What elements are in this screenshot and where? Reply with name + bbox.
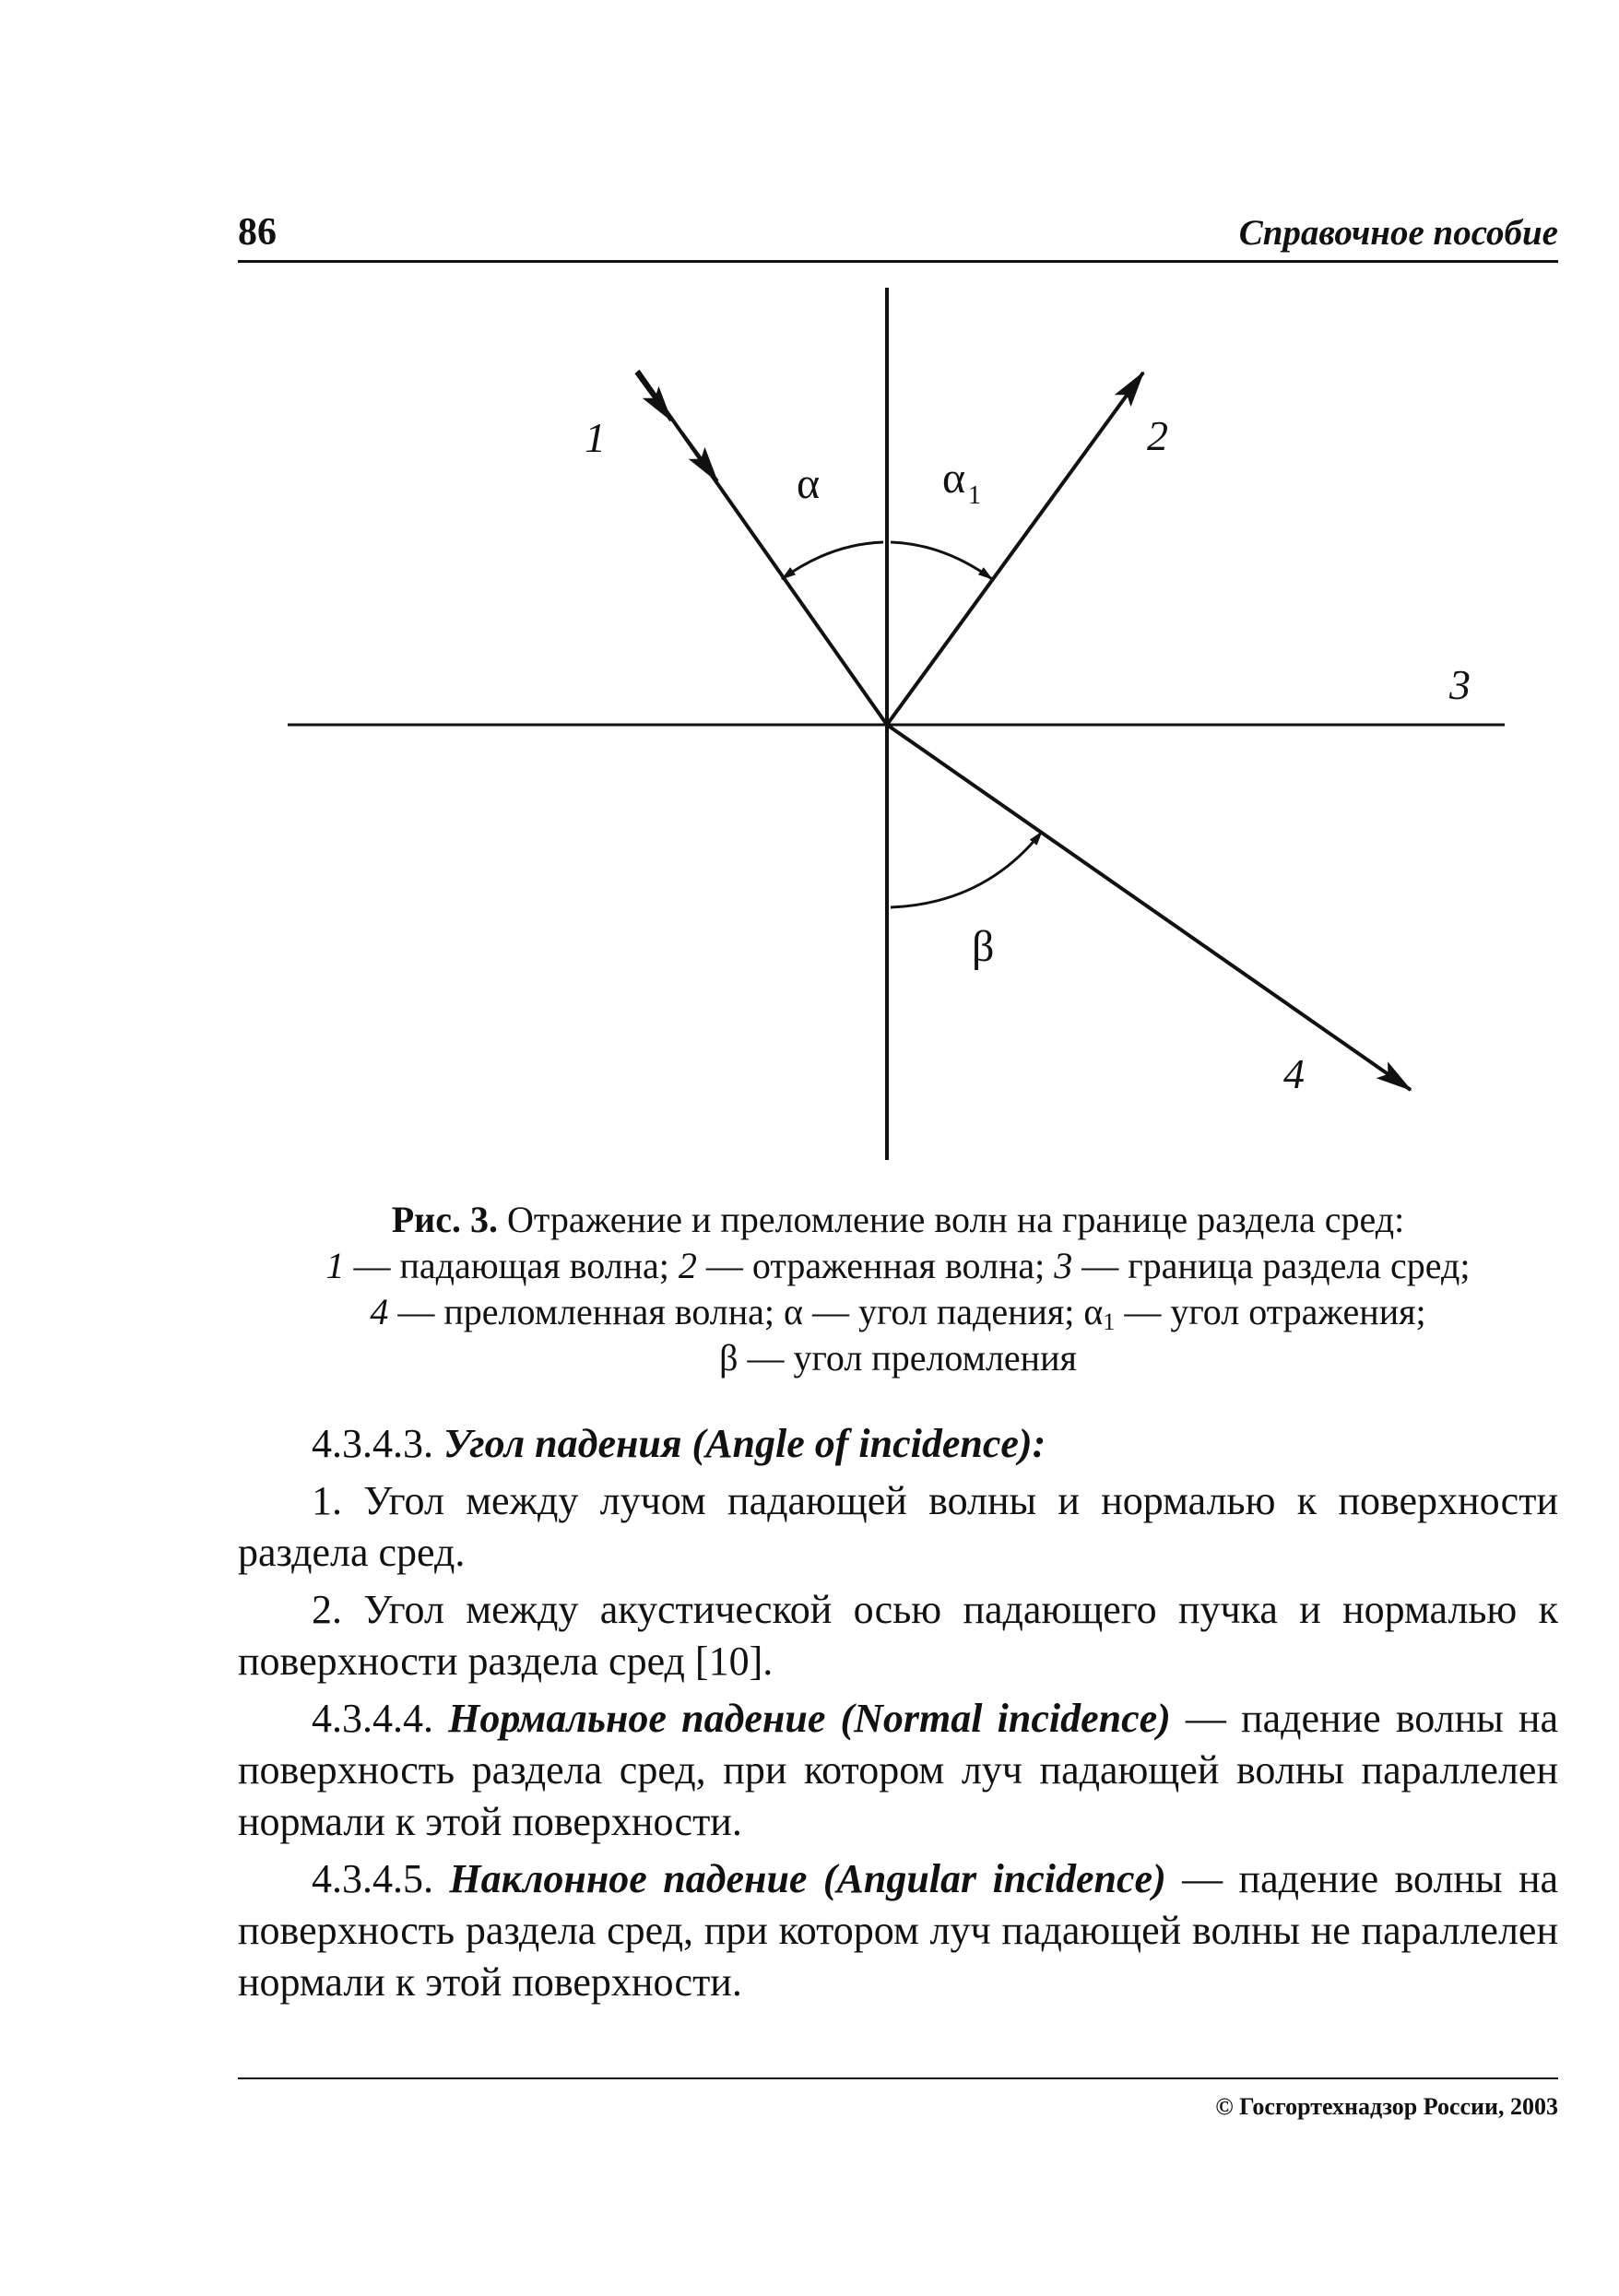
caption-n4: 4 xyxy=(370,1291,389,1332)
body-text xyxy=(238,1418,1558,2014)
section-term: Наклонное падение (Angular incidence) xyxy=(449,1856,1166,1901)
footer-rule xyxy=(238,2077,1558,2079)
refracted-ray xyxy=(887,725,1411,1090)
alpha-arc xyxy=(782,542,883,579)
label-refracted: 4 xyxy=(1283,1050,1305,1097)
section-term: Нормальное падение (Normal incidence) xyxy=(448,1696,1171,1741)
caption-prefix: Рис. 3. xyxy=(391,1199,498,1240)
section-number: 4.3.4.3. xyxy=(312,1421,443,1466)
section-4-3-4-3-item-1: 1. Угол между лучом падающей волны и нормалью к поверхности раздела сред. xyxy=(238,1478,1558,1575)
label-boundary: 3 xyxy=(1449,661,1471,708)
section-4-3-4-4 xyxy=(238,1693,1558,1848)
caption-line-3 xyxy=(238,1289,1558,1335)
section-text: — падение волны на поверхность раздела сред, при котором луч падающей волны не параллелен нормали к этой поверхности. xyxy=(238,1856,1559,2005)
reflected-ray xyxy=(887,373,1143,725)
label-reflected: 2 xyxy=(1147,412,1168,459)
caption-t4: — преломленная волна; α — угол падения; α xyxy=(388,1291,1104,1332)
label-alpha1-sub: 1 xyxy=(968,481,981,510)
section-4-3-4-3-item-2: 2. Угол между акустической осью падающего пучка и нормалью к поверхности раздела сред [10]. xyxy=(238,1587,1558,1684)
copyright: © Госгортехнадзор России, 2003 xyxy=(1215,2093,1558,2120)
caption-n1: 1 xyxy=(325,1245,345,1286)
running-title: Справочное пособие xyxy=(1238,213,1558,253)
section-number: 4.3.4.5. xyxy=(312,1856,450,1901)
label-alpha: α xyxy=(797,459,821,508)
caption-t4b: — угол отражения; xyxy=(1115,1291,1426,1332)
caption-t3: — граница раздела сред; xyxy=(1072,1245,1471,1286)
figure-caption xyxy=(238,1197,1558,1381)
caption-line-1 xyxy=(238,1197,1558,1243)
alpha1-arc xyxy=(891,542,992,579)
beta-arc xyxy=(891,832,1042,907)
caption-n3: 3 xyxy=(1054,1245,1073,1286)
caption-t4-sub: 1 xyxy=(1103,1308,1116,1335)
section-4-3-4-5 xyxy=(238,1853,1558,2008)
section-term: Угол падения (Angle of incidence): xyxy=(443,1421,1046,1466)
page-number: 86 xyxy=(238,211,277,254)
incident-arrow-upper xyxy=(636,373,671,420)
section-4-3-4-3-heading xyxy=(238,1418,1558,1470)
caption-t2: — отраженная волна; xyxy=(696,1245,1055,1286)
caption-t1: — падающая волна; xyxy=(344,1245,679,1286)
caption-line-2 xyxy=(238,1243,1558,1289)
label-beta: β xyxy=(972,922,995,971)
label-incident: 1 xyxy=(585,414,606,461)
incident-arrow-lower xyxy=(682,433,717,481)
caption-n2: 2 xyxy=(678,1245,697,1286)
caption-title: Отражение и преломление волн на границе раздела сред: xyxy=(497,1199,1405,1240)
caption-line-4: β — угол преломления xyxy=(719,1337,1077,1379)
section-number: 4.3.4.4. xyxy=(312,1696,449,1741)
section-text: — падение волны на поверхность раздела сред, при котором луч падающей волны параллелен нормали к этой поверхности. xyxy=(238,1696,1558,1844)
label-alpha1: α xyxy=(942,454,966,503)
